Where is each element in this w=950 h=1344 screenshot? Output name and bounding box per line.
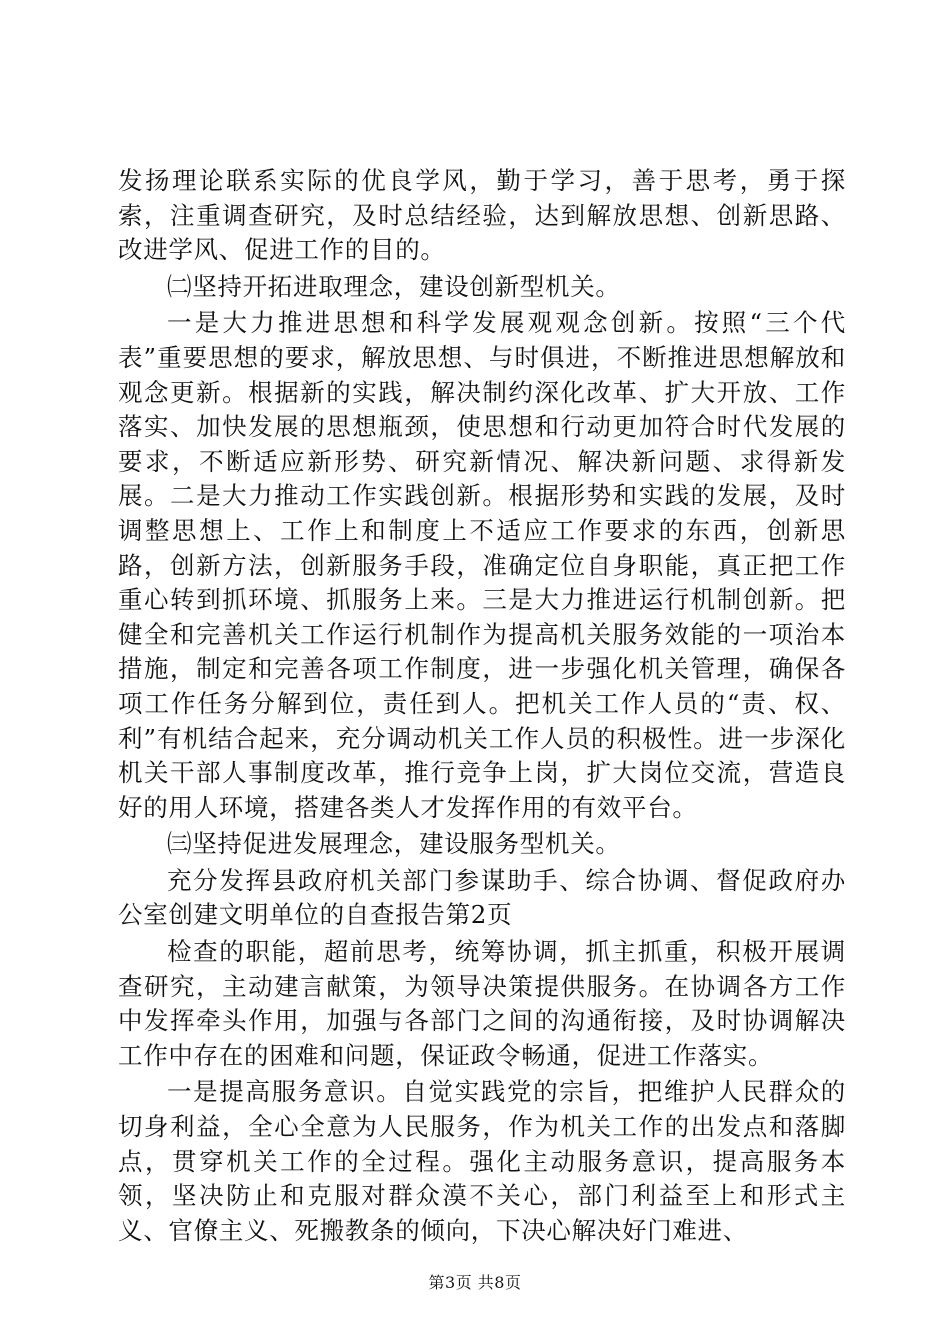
document-body	[118, 164, 846, 1248]
paragraph-study-style: 发扬理论联系实际的优良学风，勤于学习，善于思考，勇于探索，注重调查研究，及时总结经验，达到解放思想、创新思路、改进学风、促进工作的目的。	[118, 166, 846, 265]
paragraph-service-awareness: 一是提高服务意识。自觉实践党的宗旨，把维护人民群众的切身利益，全心全意为人民服务，作为机关工作的出发点和落脚点，贯穿机关工作的全过程。强化主动服务意识，提高服务本领，坚决防止和克服对群众漠不关心，部门利益至上和形式主义、官僚主义、死搬教条的倾向，下决心解决好门难进、	[118, 1077, 846, 1245]
section-heading-innovation: ㈡坚持开拓进取理念，建设创新型机关。	[167, 271, 621, 301]
paragraph-functions: 检查的职能，超前思考，统筹协调，抓主抓重，积极开展调查研究，主动建言献策，为领导决策提供服务。在协调各方工作中发挥牵头作用，加强与各部门之间的沟通衔接，及时协调解决工作中存在的困难和问题，保证政令畅通，促进工作落实。	[118, 937, 846, 1070]
page-footer: 第3页 共8页	[428, 1273, 522, 1292]
paragraph-innovation: 一是大力推进思想和科学发展观观念创新。按照“三个代表”重要思想的要求，解放思想、与时俱进，不断推进思想解放和观念更新。根据新的实践，解决制约深化改革、扩大开放、工作落实、加快发展的思想瓶颈，使思想和行动更加符合时代发展的要求，不断适应新形势、研究新情况、解决新问题、求得新发展。二是大力推动工作实践创新。根据形势和实践的发展，及时调整思想上、工作上和制度上不适应工作要求的东西，创新思路，创新方法，创新服务手段，准确定位自身职能，真正把工作重心转到抓环境、抓服务上来。三是大力推进运行机制创新。把健全和完善机关工作运行机制作为提高机关服务效能的一项治本措施，制定和完善各项工作制度，进一步强化机关管理，确保各项工作任务分解到位，责任到人。把机关工作人员的“责、权、利”有机结合起来，充分调动机关工作人员的积极性。进一步深化机关干部人事制度改革，推行竞争上岗，扩大岗位交流，营造良好的用人环境，搭建各类人才发挥作用的有效平台。	[118, 308, 846, 822]
section-heading-service: ㈢坚持促进发展理念，建设服务型机关。	[167, 829, 621, 859]
paragraph-service-intro: 充分发挥县政府机关部门参谋助手、综合协调、督促政府办公室创建文明单位的自查报告第2页	[118, 865, 846, 930]
